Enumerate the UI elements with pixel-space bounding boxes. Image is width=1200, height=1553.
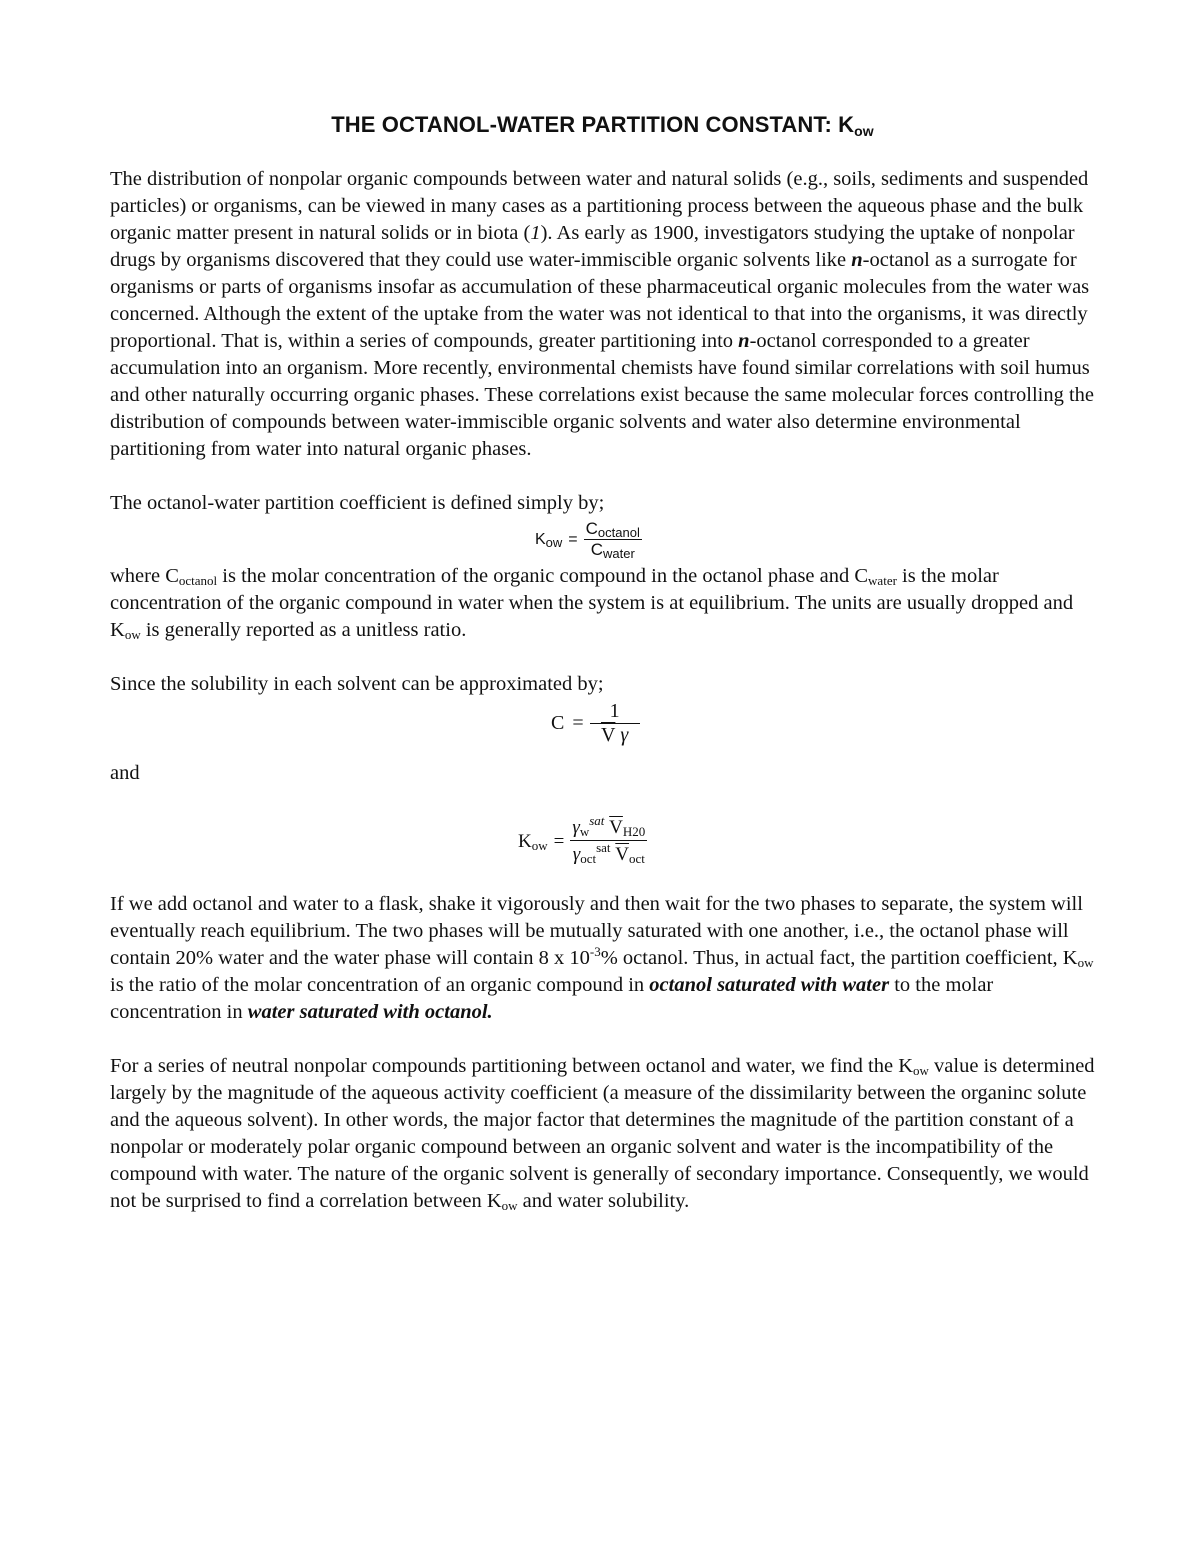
- document-page: [110, 112, 1095, 1215]
- paragraph-correlation: For a series of neutral nonpolar compounds partitioning between octanol and water, we find the $K_{ow}$ value is determined largely by the magnitude of the aqueous activity coefficient (a measure of the dissimilarity between the organinc solute and the aqueous solvent). In other words, the major factor that determines the magnitude of the partition constant of a nonpolar or moderately polar organic compound between an organic solvent and water is the incompatibility of the compound with water. The nature of the organic solvent is generally of secondary importance. Consequently, we would not be surprised to find a correlation between $K_{ow}$ and water solubility.: [110, 1055, 1095, 1213]
- equation-kow-definition: $K_{ow}$ = $\frac{C_{octanol}}{C_{water}}$: [535, 519, 640, 561]
- paragraph-solubility: Since the solubility in each solvent can be approximated by;: [110, 673, 604, 695]
- page-title: THE OCTANOL-WATER PARTITION CONSTANT: $K_{ow}$: [331, 112, 874, 139]
- equation-kow-activity: $K_{ow}$ = $\frac{\gamma_w^{sat} \overline{V}_{H20}}{\gamma_{oct}^{sat} \overline{V}_{oct}}$: [518, 813, 646, 866]
- reference-number: 1: [530, 222, 541, 244]
- paragraph-definition: The octanol-water partition coefficient is defined simply by;: [110, 492, 605, 514]
- paragraph-flask: If we add octanol and water to a flask, shake it vigorously and then wait for the two phases to separate, the system will eventually reach equilibrium. The two phases will be mutually saturated with one another, i.e., the octanol phase will contain 20% water and the water phase will contain 8 x $10^{-3}\%$ octanol. Thus, in actual fact, the partition coefficient, $K_{ow}$ is the ratio of the molar concentration of an organic compound in octanol saturated with water to the molar concentration in water saturated with octanol.: [110, 893, 1094, 1023]
- paragraph-intro: The distribution of nonpolar organic compounds between water and natural solids (e.g., soils, sediments and suspended particles) or organisms, can be viewed in many cases as a partitioning process between the aqueous phase and the bulk organic matter present in natural solids or in biota (1). As early as 1900, investigators studying the uptake of nonpolar drugs by organisms discovered that they could use water-immiscible organic solvents like n-octanol as a surrogate for organisms or parts of organisms insofar as accumulation of these pharmaceutical organic molecules from the water was concerned. Although the extent of the uptake from the water was not identical to that into the organisms, it was directly proportional. That is, within a series of compounds, greater partitioning into n-octanol corresponded to a greater accumulation into an organism. More recently, environmental chemists have found similar correlations with soil humus and other naturally occurring organic phases. These correlations exist because the same molecular forces controlling the distribution of compounds between water-immiscible organic solvents and water also determine environmental partitioning from water into natural organic phases.: [110, 168, 1095, 460]
- paragraph-and: and: [110, 762, 140, 784]
- equation-solubility: C = $\frac{1}{\overline{V} \gamma}$: [110, 698, 1095, 756]
- paragraph-where: where $C_{octanol}$ is the molar concentration of the organic compound in the octanol phase and $C_{water}$ is the molar concentration of the organic compound in water when the system is at equilibrium. The units are usually dropped and $K_{ow}$ is generally reported as a unitless ratio.: [110, 565, 1074, 642]
